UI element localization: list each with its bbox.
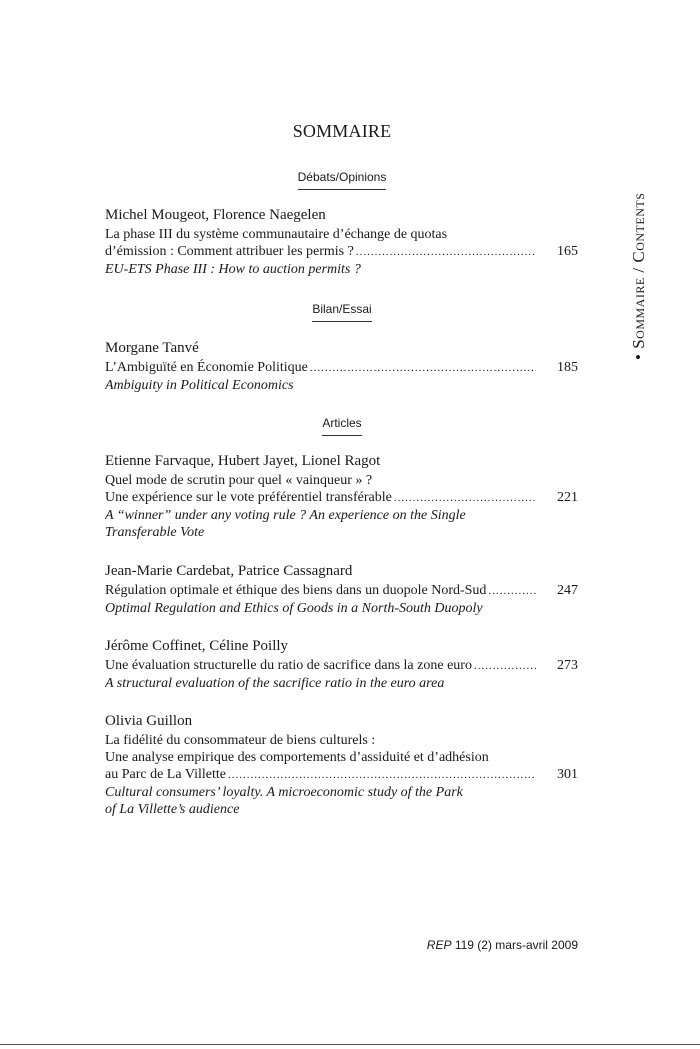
section-heading-bilan: Bilan/Essai xyxy=(312,302,371,322)
side-label-text: • Sommaire / Contents xyxy=(629,192,648,360)
section-heading xyxy=(0,302,684,322)
entry-english-title: A structural evaluation of the sacrifice ratio in the euro area xyxy=(105,676,445,691)
toc-entry[interactable] xyxy=(105,452,578,541)
dot-leader xyxy=(310,360,536,377)
page-number: 165 xyxy=(557,244,578,259)
toc-entry[interactable] xyxy=(105,562,578,617)
dot-leader xyxy=(394,490,536,507)
entry-title-final xyxy=(105,359,578,377)
section-heading-articles: Articles xyxy=(322,416,361,436)
entry-english-title: of La Villette’s audience xyxy=(105,802,240,817)
entry-title-text: Une évaluation structurelle du ratio de sacrifice dans la zone euro xyxy=(105,658,472,673)
entry-title-final xyxy=(105,243,578,261)
page-number: 185 xyxy=(557,360,578,375)
journal-abbrev: REP xyxy=(426,938,452,952)
entry-english-title: EU-ETS Phase III : How to auction permits ? xyxy=(105,262,361,277)
section-heading xyxy=(0,170,684,190)
entry-title-text: au Parc de La Villette xyxy=(105,767,226,782)
dot-leader xyxy=(474,658,536,675)
entry-title-line: Quel mode de scrutin pour quel « vainqueur » ? xyxy=(105,473,373,488)
footer-citation xyxy=(427,938,578,952)
entry-authors: Morgane Tanvé xyxy=(105,340,199,356)
entry-title-text: Une expérience sur le vote préférentiel transférable xyxy=(105,490,392,505)
dot-leader xyxy=(228,767,536,784)
page-number: 273 xyxy=(557,658,578,673)
toc-entry[interactable] xyxy=(105,339,578,394)
page-number: 247 xyxy=(557,583,578,598)
entry-title-text: L’Ambiguïté en Économie Politique xyxy=(105,360,308,375)
entry-title-line: Une analyse empirique des comportements d’assiduité et d’adhésion xyxy=(105,750,489,765)
entry-authors: Jean-Marie Cardebat, Patrice Cassagnard xyxy=(105,563,353,579)
toc-entry[interactable] xyxy=(105,206,578,278)
entry-english-title: Ambiguity in Political Economics xyxy=(105,378,294,393)
bottom-rule xyxy=(0,1044,700,1045)
dot-leader xyxy=(488,583,536,600)
toc-entry[interactable] xyxy=(105,637,578,692)
entry-authors: Olivia Guillon xyxy=(105,713,193,729)
entry-english-title: Cultural consumers’ loyalty. A microeconomic study of the Park xyxy=(105,785,463,800)
entry-english-title: A “winner” under any voting rule ? An experience on the Single xyxy=(105,508,466,523)
entry-authors: Etienne Farvaque, Hubert Jayet, Lionel Ragot xyxy=(105,453,381,469)
entry-title-final xyxy=(105,657,578,675)
section-heading-debats: Débats/Opinions xyxy=(298,170,387,190)
entry-authors: Michel Mougeot, Florence Naegelen xyxy=(105,207,326,223)
section-heading xyxy=(0,416,684,436)
entry-title-final xyxy=(105,489,578,507)
entry-title-final xyxy=(105,582,578,600)
entry-title-text: Régulation optimale et éthique des biens dans un duopole Nord-Sud xyxy=(105,583,487,598)
entry-english-title: Transferable Vote xyxy=(105,525,205,540)
issue-info: 119 (2) mars-avril 2009 xyxy=(454,938,578,952)
side-label xyxy=(623,118,653,368)
page-number: 301 xyxy=(557,767,578,782)
page-number: 221 xyxy=(557,490,578,505)
entry-title-line: La phase III du système communautaire d’échange de quotas xyxy=(105,227,448,242)
entry-title-line: La fidélité du consommateur de biens culturels : xyxy=(105,733,376,748)
page-title: SOMMAIRE xyxy=(292,121,392,141)
entry-title-final xyxy=(105,766,578,784)
entry-title-text: d’émission : Comment attribuer les permis ? xyxy=(105,244,354,259)
dot-leader xyxy=(356,244,536,261)
entry-authors: Jérôme Coffinet, Céline Poilly xyxy=(105,638,289,654)
toc-entry[interactable] xyxy=(105,712,578,818)
entry-english-title: Optimal Regulation and Ethics of Goods in a North-South Duopoly xyxy=(105,601,483,616)
